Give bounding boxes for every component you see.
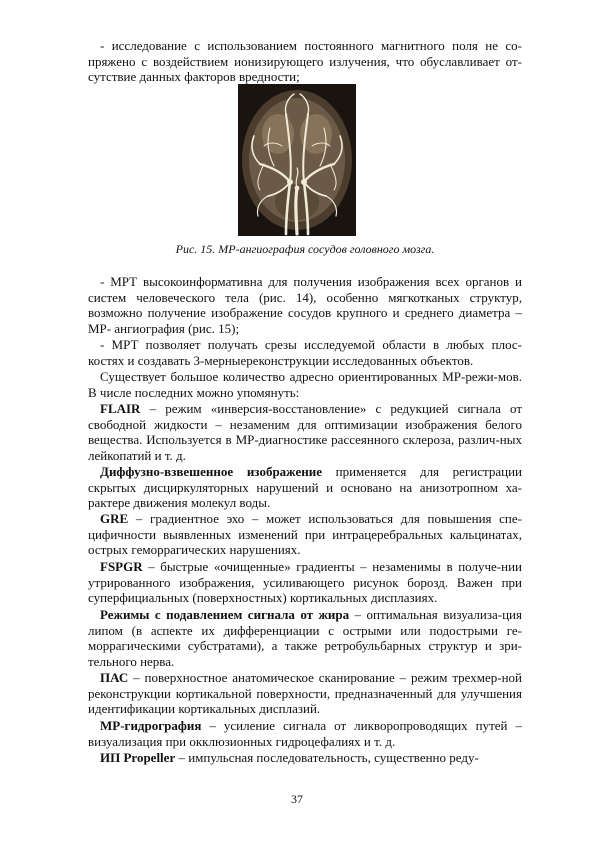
term-hydrography: МР-гидрография	[100, 718, 202, 733]
term-gre: GRE	[100, 511, 129, 526]
paragraph-dwi: Диффузно-взвешенное изображение применяется для регистрации скрытых дисциркуляторных нарушений и основано на анизотропном ха-рактере движения молекул воды.	[88, 464, 522, 511]
term-dwi: Диффузно-взвешенное изображение	[100, 464, 322, 479]
page-number: 37	[291, 792, 303, 806]
paragraph-hydrography: МР-гидрография – усиление сигнала от ликворопроводящих путей – визуализация при окклюзионных гидроцефалиях и т. д.	[88, 718, 522, 749]
term-propeller: ИП Propeller	[100, 750, 176, 765]
paragraph-propeller: ИП Propeller – импульсная последовательность, существенно реду-	[100, 750, 479, 765]
paragraph-gre: GRE – градиентное эхо – может использоваться для повышения спе-цифичности выявленных изменений при интрацеребральных кальцинатах, острых геморрагических нарушениях.	[88, 511, 522, 558]
brain-vessels-illustration	[238, 84, 356, 236]
paragraph-slices: - МРТ позволяет получать срезы исследуемой области в любых плос-костях и создавать 3-мерныереконструкции исследованных объектов.	[88, 337, 522, 368]
term-flair: FLAIR	[100, 401, 141, 416]
paragraph-pas: ПАС – поверхностное анатомическое сканирование – режим трехмер-ной реконструкции кортикальной поверхности, предназначенный для улучшения идентификации кортикальных дисплазий.	[88, 670, 522, 717]
paragraph-fat-suppression: Режимы с подавлением сигнала от жира – оптимальная визуализа-ция липом (в аспекте их дифференциации с острыми или подострыми ге-моррагическими субстратами), а также ретробульбарных структур и зри-тельного нерва.	[88, 607, 522, 669]
term-fat-suppression: Режимы с подавлением сигнала от жира	[100, 607, 350, 622]
term-fspgr: FSPGR	[100, 559, 143, 574]
paragraph-modes-intro: Существует большое количество адресно ориентированных МР-режи-мов. В числе последних можно упомянуть:	[88, 369, 522, 400]
paragraph-informative: - МРТ высокоинформативна для получения изображения всех органов и систем человеческого тела (рис. 14), особенно мягкотканых структур, возможно получение изображение сосудов крупного и среднего диаметра – МР- ангиография (рис. 15);	[88, 274, 522, 336]
figure-caption: Рис. 15. МР-ангиография сосудов головного мозга.	[175, 242, 435, 256]
paragraph-fspgr: FSPGR – быстрые «очищенные» градиенты – незаменимы в получе-нии утрированного изображения, усиливающего рисунок борозд. Важен при суперфициальных (поверхностных) кортикальных дисплазиях.	[88, 559, 522, 606]
term-pas: ПАС	[100, 670, 129, 685]
mr-angiography-image	[238, 84, 356, 236]
paragraph-flair: FLAIR – режим «инверсия-восстановление» с редукцией сигнала от свободной жидкости – незаменим для оптимизации изображения белого вещества. Используется в МР-диагностике рассеянного склероза, различ-ных лейкопатий и т. д.	[88, 401, 522, 463]
paragraph-radiation-free: - исследование с использованием постоянного магнитного поля не со-пряжено с воздействием ионизирующего излучения, что обуславливает от-сутствие данных факторов вредности;	[88, 38, 522, 85]
